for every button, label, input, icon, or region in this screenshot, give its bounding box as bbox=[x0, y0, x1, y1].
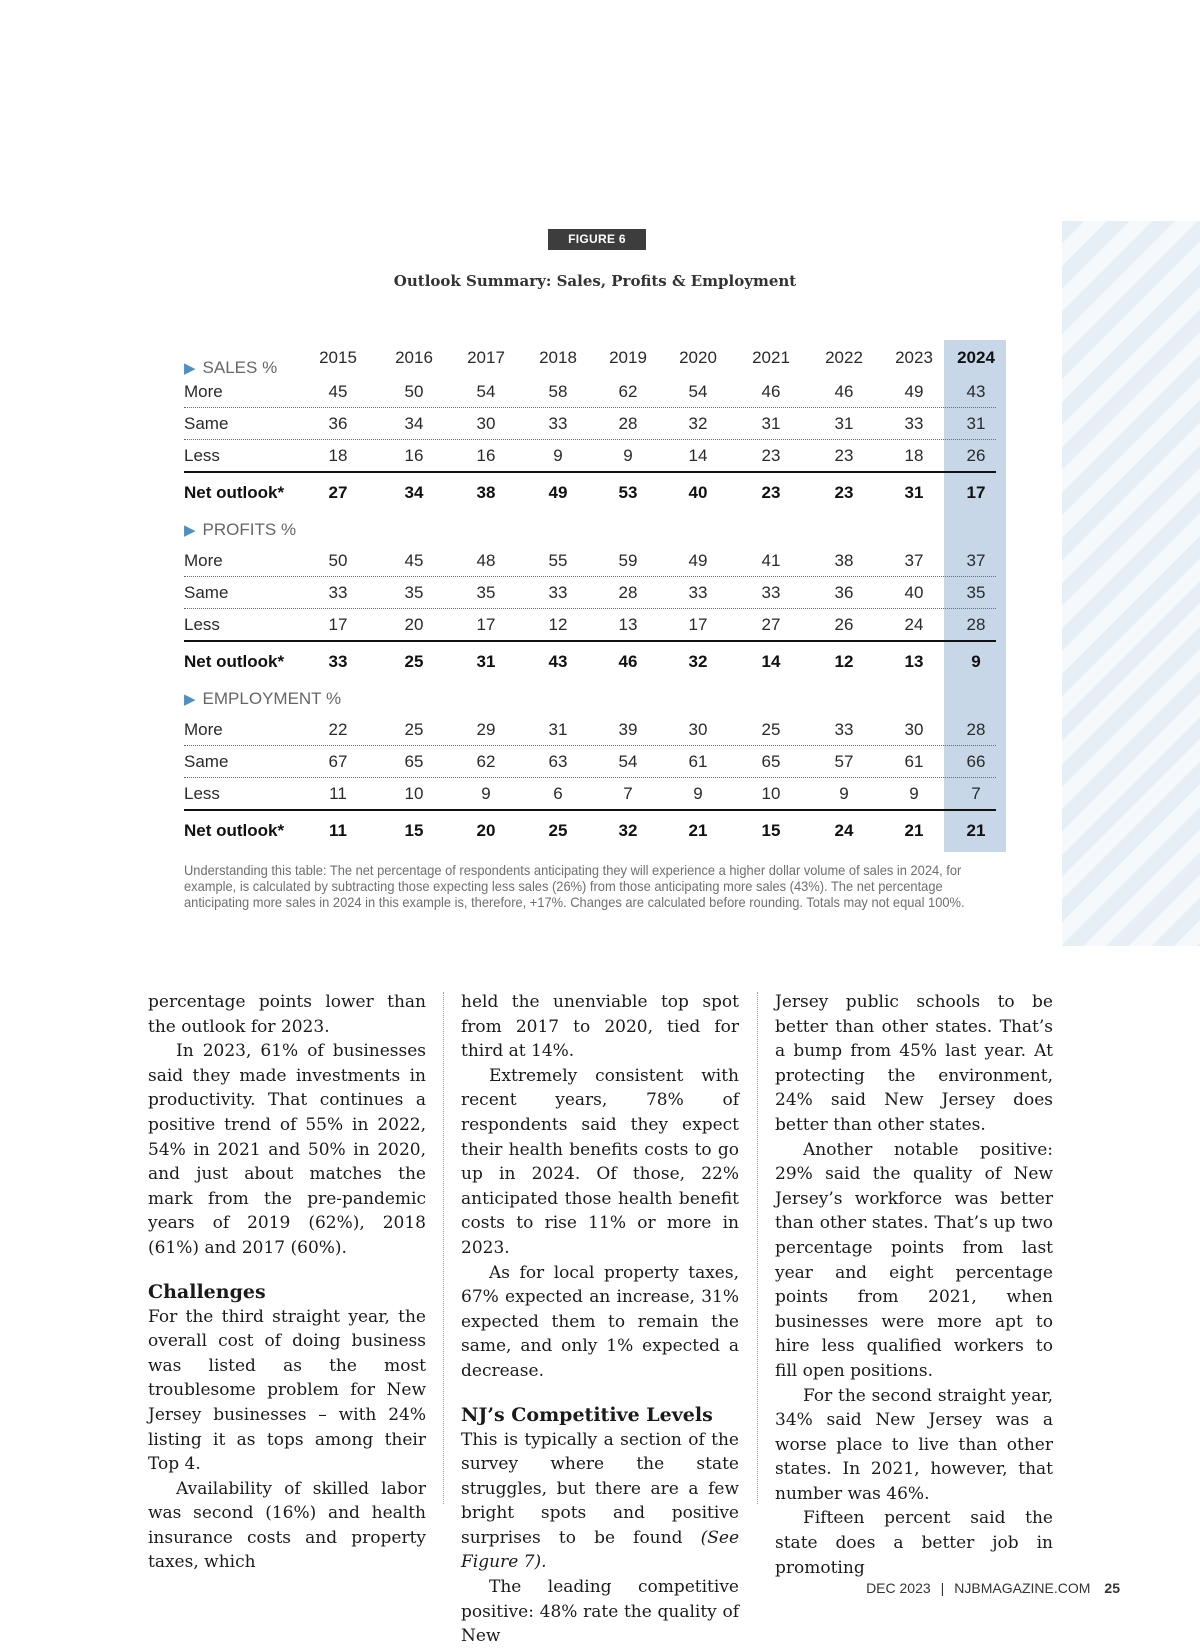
table-cell: 49 bbox=[688, 551, 708, 570]
table-cell: 28 bbox=[618, 583, 638, 602]
footer-site: NJBMAGAZINE.COM bbox=[954, 1580, 1091, 1596]
table-cell: 30 bbox=[688, 720, 708, 739]
row-label: Net outlook* bbox=[184, 821, 285, 840]
section-heading-competitive: NJ’s Competitive Levels bbox=[461, 1403, 713, 1426]
article-column-3 bbox=[775, 990, 1053, 1580]
article-column-2 bbox=[461, 990, 739, 1649]
table-cell: 48 bbox=[476, 551, 496, 570]
year-header: 2015 bbox=[319, 348, 357, 367]
net-outlook-row bbox=[184, 642, 996, 683]
table-cell: 7 bbox=[971, 784, 981, 803]
table-cell: 36 bbox=[834, 583, 854, 602]
table-cell: 35 bbox=[966, 583, 986, 602]
paragraph: held the unenviable top spot from 2017 to 2020, tied for third at 14%. bbox=[461, 992, 739, 1062]
footer-separator: | bbox=[940, 1580, 945, 1596]
table-cell: 18 bbox=[328, 446, 348, 465]
table-cell: 23 bbox=[834, 446, 854, 465]
table-cell: 49 bbox=[548, 483, 568, 502]
table-cell: 14 bbox=[761, 652, 781, 671]
paragraph: Fifteen percent said the state does a better job in promoting bbox=[775, 1508, 1053, 1578]
table-header-row bbox=[184, 340, 996, 376]
section-row bbox=[184, 514, 996, 545]
paragraph bbox=[461, 1428, 739, 1576]
table-cell: 21 bbox=[688, 821, 708, 840]
year-header: 2020 bbox=[679, 348, 717, 367]
article-column-1 bbox=[148, 990, 426, 1575]
section-label bbox=[184, 358, 277, 378]
table-cell: 11 bbox=[329, 821, 347, 840]
section-label-text: PROFITS % bbox=[202, 520, 297, 539]
table-cell: 53 bbox=[618, 483, 638, 502]
table-cell: 9 bbox=[971, 652, 981, 671]
section-heading-challenges: Challenges bbox=[148, 1280, 266, 1303]
table-cell: 10 bbox=[404, 784, 424, 803]
table-cell: 6 bbox=[553, 784, 563, 803]
row-label: Less bbox=[184, 615, 220, 634]
page-footer bbox=[740, 1580, 1120, 1596]
table-cell: 54 bbox=[618, 752, 638, 771]
table-cell: 31 bbox=[966, 414, 986, 433]
table-cell: 10 bbox=[761, 784, 781, 803]
table-cell: 12 bbox=[548, 615, 568, 634]
page-number: 25 bbox=[1104, 1580, 1120, 1596]
table-cell: 39 bbox=[618, 720, 638, 739]
table-cell: 43 bbox=[966, 382, 986, 401]
paragraph: Jersey public schools to be better than other states. That’s a bump from 45% last year. At protecting the environment, 24% said New Jersey does better than other states. bbox=[775, 992, 1053, 1135]
table-cell: 23 bbox=[761, 483, 781, 502]
table-cell: 55 bbox=[548, 551, 568, 570]
table-cell: 9 bbox=[623, 446, 633, 465]
table-cell: 35 bbox=[404, 583, 424, 602]
table-row bbox=[184, 577, 996, 609]
year-header: 2022 bbox=[825, 348, 863, 367]
column-divider bbox=[443, 992, 444, 1504]
table-cell: 26 bbox=[966, 446, 986, 465]
table-cell: 33 bbox=[904, 414, 924, 433]
table-cell: 37 bbox=[904, 551, 924, 570]
triangle-right-icon: ▶ bbox=[184, 691, 196, 708]
triangle-right-icon: ▶ bbox=[184, 360, 196, 377]
table-cell: 34 bbox=[404, 414, 424, 433]
table-cell: 29 bbox=[476, 720, 496, 739]
paragraph: The leading competitive positive: 48% rate the quality of New bbox=[461, 1577, 739, 1647]
table-cell: 31 bbox=[834, 414, 854, 433]
year-header: 2023 bbox=[895, 348, 933, 367]
table-cell: 46 bbox=[618, 652, 638, 671]
table-cell: 9 bbox=[909, 784, 919, 803]
triangle-right-icon: ▶ bbox=[184, 522, 196, 539]
table-cell: 33 bbox=[328, 583, 348, 602]
row-label: Same bbox=[184, 752, 229, 771]
table-cell: 31 bbox=[548, 720, 568, 739]
row-label: Net outlook* bbox=[184, 652, 285, 671]
table-cell: 50 bbox=[328, 551, 348, 570]
paragraph: Extremely consistent with recent years, 78% of respondents said they expect their health benefits costs to go up in 2024. Of those, 22% anticipated those health benefit costs to rise 11% or more in 2023. bbox=[461, 1065, 739, 1258]
table-cell: 67 bbox=[328, 752, 348, 771]
table-note: Understanding this table: The net percentage of respondents anticipating they will experience a higher dollar volume of sales in 2024, for example, is calculated by subtracting those expecting less sales (26%) from those anticipating more sales (43%). The net percentage anticipating more sales in 2024 in this example is, therefore, +17%. Changes are calculated before rounding. Totals may not equal 100%. bbox=[184, 862, 965, 910]
table-cell: 33 bbox=[688, 583, 708, 602]
table-cell: 9 bbox=[481, 784, 491, 803]
table-cell: 26 bbox=[834, 615, 854, 634]
table-cell: 62 bbox=[618, 382, 638, 401]
table-row bbox=[184, 545, 996, 577]
table-cell: 66 bbox=[966, 752, 986, 771]
table-cell: 50 bbox=[404, 382, 424, 401]
table-cell: 62 bbox=[476, 752, 496, 771]
table-row bbox=[184, 609, 996, 642]
table-cell: 9 bbox=[839, 784, 849, 803]
table-cell: 31 bbox=[761, 414, 781, 433]
table-cell: 30 bbox=[476, 414, 496, 433]
table-cell: 33 bbox=[548, 583, 568, 602]
section-label-text: EMPLOYMENT % bbox=[202, 689, 342, 708]
table-cell: 40 bbox=[688, 483, 708, 502]
table-cell: 9 bbox=[553, 446, 563, 465]
table-cell: 38 bbox=[476, 483, 496, 502]
table-cell: 27 bbox=[328, 483, 348, 502]
table-cell: 61 bbox=[904, 752, 924, 771]
section-label-text: SALES % bbox=[202, 358, 278, 377]
table-cell: 35 bbox=[476, 583, 496, 602]
table-cell: 23 bbox=[761, 446, 781, 465]
table-cell: 54 bbox=[688, 382, 708, 401]
row-label: Net outlook* bbox=[184, 483, 285, 502]
table-row bbox=[184, 408, 996, 440]
year-header: 2019 bbox=[609, 348, 647, 367]
table-cell: 54 bbox=[476, 382, 496, 401]
table-cell: 9 bbox=[693, 784, 703, 803]
table-cell: 46 bbox=[761, 382, 781, 401]
table-cell: 21 bbox=[904, 821, 924, 840]
row-label: Less bbox=[184, 446, 220, 465]
table-cell: 40 bbox=[904, 583, 924, 602]
section-row bbox=[184, 683, 996, 714]
paragraph: Another notable positive: 29% said the quality of New Jersey’s workforce was better than other states. That’s up two percentage points from last year and eight percentage points from 2021, when businesses were more apt to hire less qualified workers to fill open positions. bbox=[775, 1139, 1053, 1381]
table-cell: 20 bbox=[404, 615, 424, 634]
table-cell: 20 bbox=[476, 821, 496, 840]
table-cell: 41 bbox=[761, 551, 781, 570]
year-header: 2024 bbox=[957, 348, 995, 367]
footer-date: DEC 2023 bbox=[866, 1580, 931, 1596]
section-label bbox=[184, 520, 296, 540]
table-cell: 58 bbox=[548, 382, 568, 401]
table-cell: 24 bbox=[834, 821, 854, 840]
table-cell: 32 bbox=[688, 652, 708, 671]
table-cell: 28 bbox=[618, 414, 638, 433]
row-label: More bbox=[184, 720, 223, 739]
figure-badge: FIGURE 6 bbox=[548, 229, 646, 250]
table-cell: 38 bbox=[834, 551, 854, 570]
paragraph: For the second straight year, 34% said New Jersey was a worse place to live than other states. In 2021, however, that number was 46%. bbox=[775, 1385, 1053, 1504]
table-cell: 17 bbox=[966, 483, 986, 502]
paragraph: percentage points lower than the outlook for 2023. bbox=[148, 992, 426, 1037]
table-cell: 28 bbox=[966, 720, 986, 739]
row-label: Less bbox=[184, 784, 220, 803]
table-cell: 36 bbox=[328, 414, 348, 433]
table-cell: 59 bbox=[618, 551, 638, 570]
row-label: More bbox=[184, 382, 223, 401]
table-cell: 27 bbox=[761, 615, 781, 634]
table-cell: 33 bbox=[548, 414, 568, 433]
year-header: 2018 bbox=[539, 348, 577, 367]
table-cell: 13 bbox=[904, 652, 924, 671]
outlook-table bbox=[184, 340, 996, 852]
table-cell: 61 bbox=[688, 752, 708, 771]
table-cell: 25 bbox=[404, 652, 424, 671]
decorative-stripes bbox=[1062, 221, 1200, 946]
table-cell: 43 bbox=[548, 652, 568, 671]
table-cell: 15 bbox=[404, 821, 424, 840]
paragraph: In 2023, 61% of businesses said they made investments in productivity. That continues a positive trend of 55% in 2022, 54% in 2021 and 50% in 2020, and just about matches the mark from the pre-pandemic years of 2019 (62%), 2018 (61%) and 2017 (60%). bbox=[148, 1041, 426, 1258]
table-cell: 16 bbox=[404, 446, 424, 465]
paragraph: For the third straight year, the overall cost of doing business was listed as the most troublesome problem for New Jersey businesses – with 24% listing it as tops among their Top 4. bbox=[148, 1306, 426, 1475]
table-cell: 33 bbox=[761, 583, 781, 602]
table-cell: 15 bbox=[761, 821, 781, 840]
table-cell: 23 bbox=[834, 483, 854, 502]
year-header: 2016 bbox=[395, 348, 433, 367]
table-cell: 13 bbox=[618, 615, 638, 634]
table-cell: 33 bbox=[328, 652, 348, 671]
table-cell: 18 bbox=[904, 446, 924, 465]
table-cell: 24 bbox=[904, 615, 924, 634]
column-divider bbox=[757, 992, 758, 1504]
table-cell: 14 bbox=[688, 446, 708, 465]
year-header: 2021 bbox=[752, 348, 790, 367]
table-cell: 31 bbox=[476, 652, 496, 671]
table-cell: 65 bbox=[404, 752, 424, 771]
row-label: Same bbox=[184, 583, 229, 602]
table-cell: 25 bbox=[404, 720, 424, 739]
table-cell: 31 bbox=[904, 483, 924, 502]
table-cell: 46 bbox=[834, 382, 854, 401]
table-cell: 16 bbox=[476, 446, 496, 465]
table-cell: 63 bbox=[548, 752, 568, 771]
table-cell: 33 bbox=[834, 720, 854, 739]
table-cell: 12 bbox=[834, 652, 854, 671]
table-row bbox=[184, 778, 996, 811]
net-outlook-row bbox=[184, 473, 996, 514]
table-cell: 49 bbox=[904, 382, 924, 401]
table-row bbox=[184, 440, 996, 473]
table-cell: 28 bbox=[966, 615, 986, 634]
year-header: 2017 bbox=[467, 348, 505, 367]
table-cell: 32 bbox=[688, 414, 708, 433]
table-cell: 22 bbox=[328, 720, 348, 739]
figure-reference: (See Figure 7). bbox=[461, 1527, 740, 1573]
table-cell: 17 bbox=[688, 615, 708, 634]
table-cell: 30 bbox=[904, 720, 924, 739]
table-row bbox=[184, 714, 996, 746]
row-label: More bbox=[184, 551, 223, 570]
table-cell: 17 bbox=[476, 615, 496, 634]
figure-title: Outlook Summary: Sales, Profits & Employment bbox=[393, 272, 797, 290]
table-cell: 34 bbox=[404, 483, 424, 502]
table-cell: 45 bbox=[328, 382, 348, 401]
table-row bbox=[184, 376, 996, 408]
table-row bbox=[184, 746, 996, 778]
paragraph-text: This is typically a section of the survey where the state struggles, but there are a few bright spots and positive surprises to be found bbox=[461, 1429, 739, 1548]
table-cell: 7 bbox=[623, 784, 633, 803]
table-cell: 21 bbox=[966, 821, 986, 840]
net-outlook-row bbox=[184, 811, 996, 852]
table-cell: 65 bbox=[761, 752, 781, 771]
table-cell: 11 bbox=[329, 784, 347, 803]
paragraph: Availability of skilled labor was second (16%) and health insurance costs and property taxes, which bbox=[148, 1478, 426, 1573]
table-cell: 25 bbox=[548, 821, 568, 840]
section-label bbox=[184, 689, 341, 709]
table-cell: 17 bbox=[328, 615, 348, 634]
table-cell: 32 bbox=[618, 821, 638, 840]
table-cell: 37 bbox=[966, 551, 986, 570]
paragraph: As for local property taxes, 67% expected an increase, 31% expected them to remain the same, and only 1% expected a decrease. bbox=[461, 1262, 739, 1381]
table-cell: 57 bbox=[834, 752, 854, 771]
table-cell: 25 bbox=[761, 720, 781, 739]
row-label: Same bbox=[184, 414, 229, 433]
table-cell: 45 bbox=[404, 551, 424, 570]
